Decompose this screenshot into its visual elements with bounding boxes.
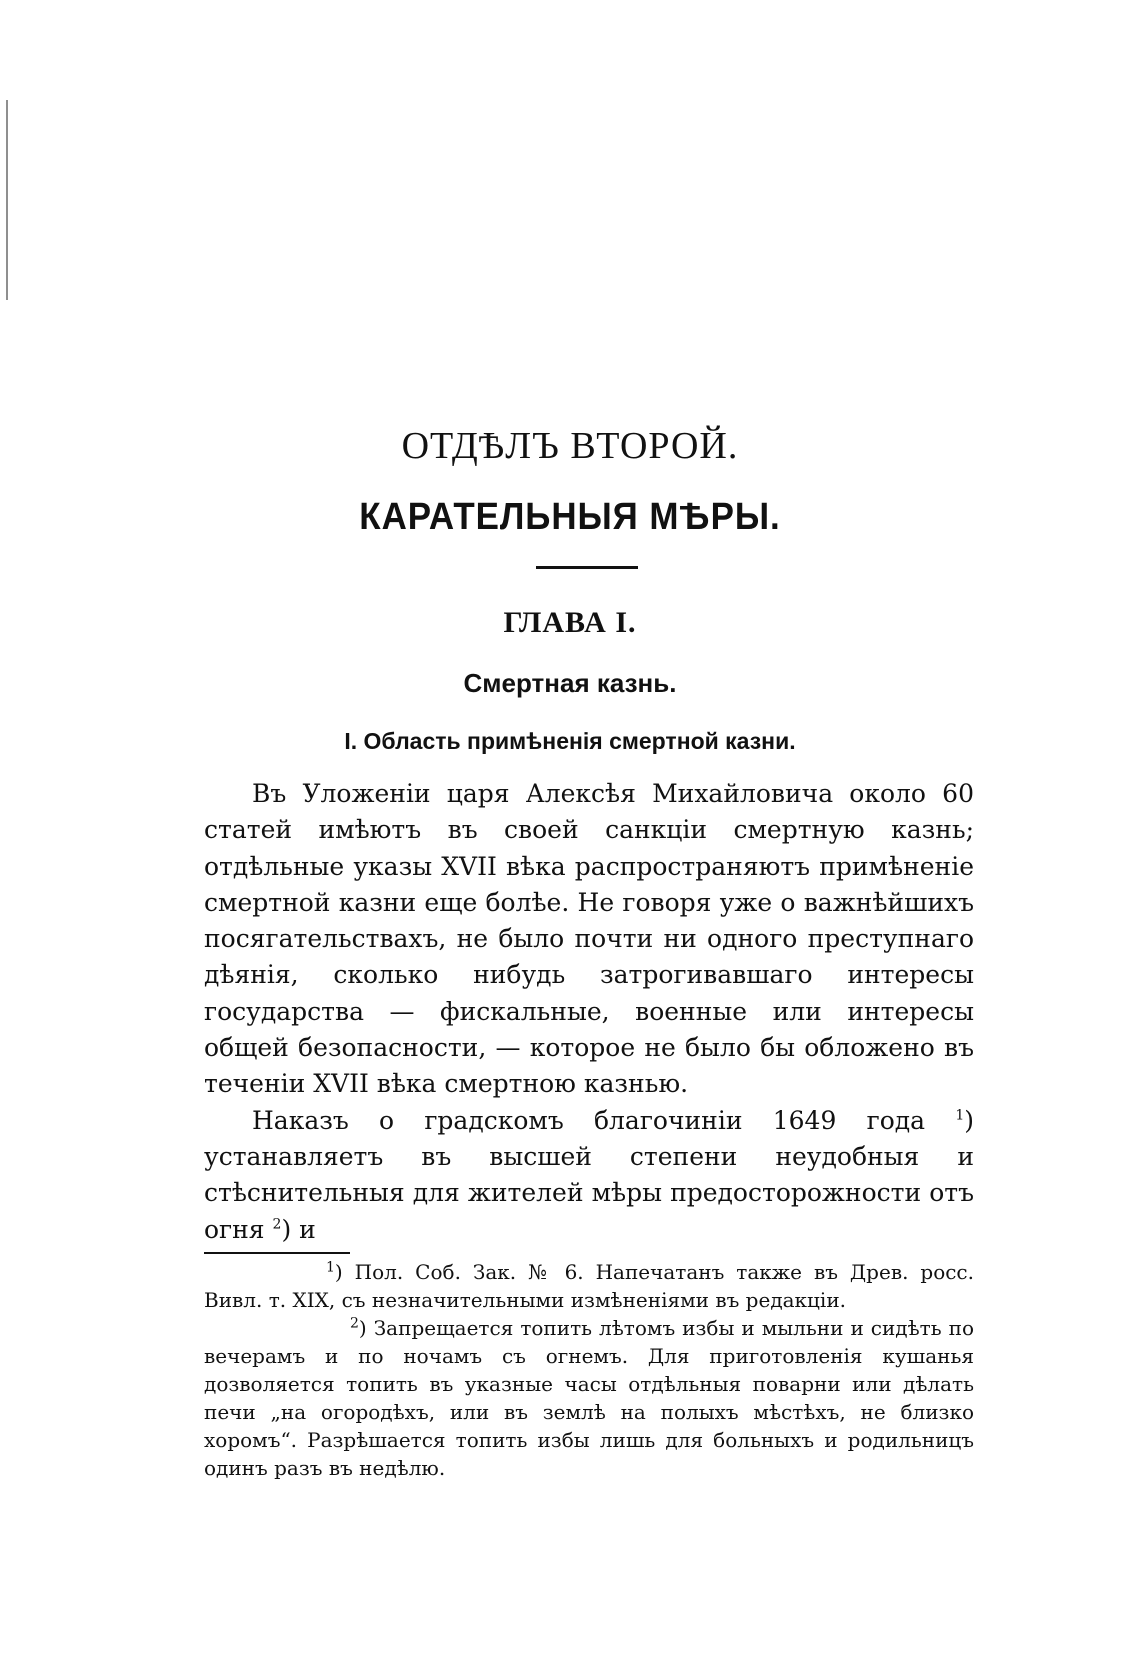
part-title: ОТДѢЛЪ ВТОРОЙ. (401, 425, 739, 467)
scan-edge-mark (6, 100, 8, 300)
section-divider (536, 566, 638, 569)
footnote-marker: 1 (326, 1259, 335, 1276)
footnote-marker: 2 (350, 1315, 359, 1332)
section-title: I. Область примѣненія смертной казни. (344, 728, 796, 754)
body-paragraph: Въ Уложеніи царя Алексѣя Михайловича около 60 статей имѣютъ въ своей санкціи смертную казнь; отдѣльные указы XVII вѣка распространяютъ примѣненіе смертной казни еще болѣе. Не говоря уже о важнѣйшихъ посягательствахъ, не было почти ни одного преступнаго дѣянія, сколько нибудь затрогивавшаго интересы государства — фискальные, военные или интересы общей безопасности, — которое не было бы обложено въ теченіи XVII вѣка смертною казнью. (204, 779, 974, 1099)
body-text-run: Наказъ о градскомъ благочиніи 1649 года (252, 1105, 926, 1135)
footnote-text: ) Запрещается топить лѣтомъ избы и мыльни и сидѣть по вечерамъ и по ночамъ съ огнемъ. Для приготовленія кушанья дозволяется топить въ указные часы отдѣльныя поварни или дѣлать печи „на огородѣхъ, или въ землѣ на полыхъ мѣстѣхъ, не близко хоромъ“. Разрѣшается топить избы лишь для больныхъ и родильницъ одинъ разъ въ недѣлю. (204, 1316, 974, 1480)
chapter-number: ГЛАВА I. (503, 606, 637, 639)
body-text-run: ) и (281, 1214, 316, 1244)
chapter-title: Смертная казнь. (463, 668, 677, 698)
footnote (204, 1258, 974, 1314)
footnote-divider (204, 1252, 350, 1254)
footnote-reference: 1 (955, 1107, 965, 1124)
footnote-text: ) Пол. Соб. Зак. № 6. Напечатанъ также въ Древ. росс. Вивл. т. XIX, съ незначительными измѣненіями въ редакціи. (204, 1260, 974, 1312)
footnote (204, 1314, 974, 1482)
footnote-reference: 2 (272, 1216, 282, 1233)
body-text (204, 776, 974, 1248)
body-text-run: ) устанавляетъ въ высшей степени неудобныя и стѣснительныя для жителей мѣры предосторожности отъ огня (204, 1105, 974, 1244)
part-subtitle: КАРАТЕЛЬНЫЯ МѢРЫ. (359, 496, 781, 538)
body-paragraph (204, 1103, 974, 1248)
footnotes (204, 1258, 974, 1482)
